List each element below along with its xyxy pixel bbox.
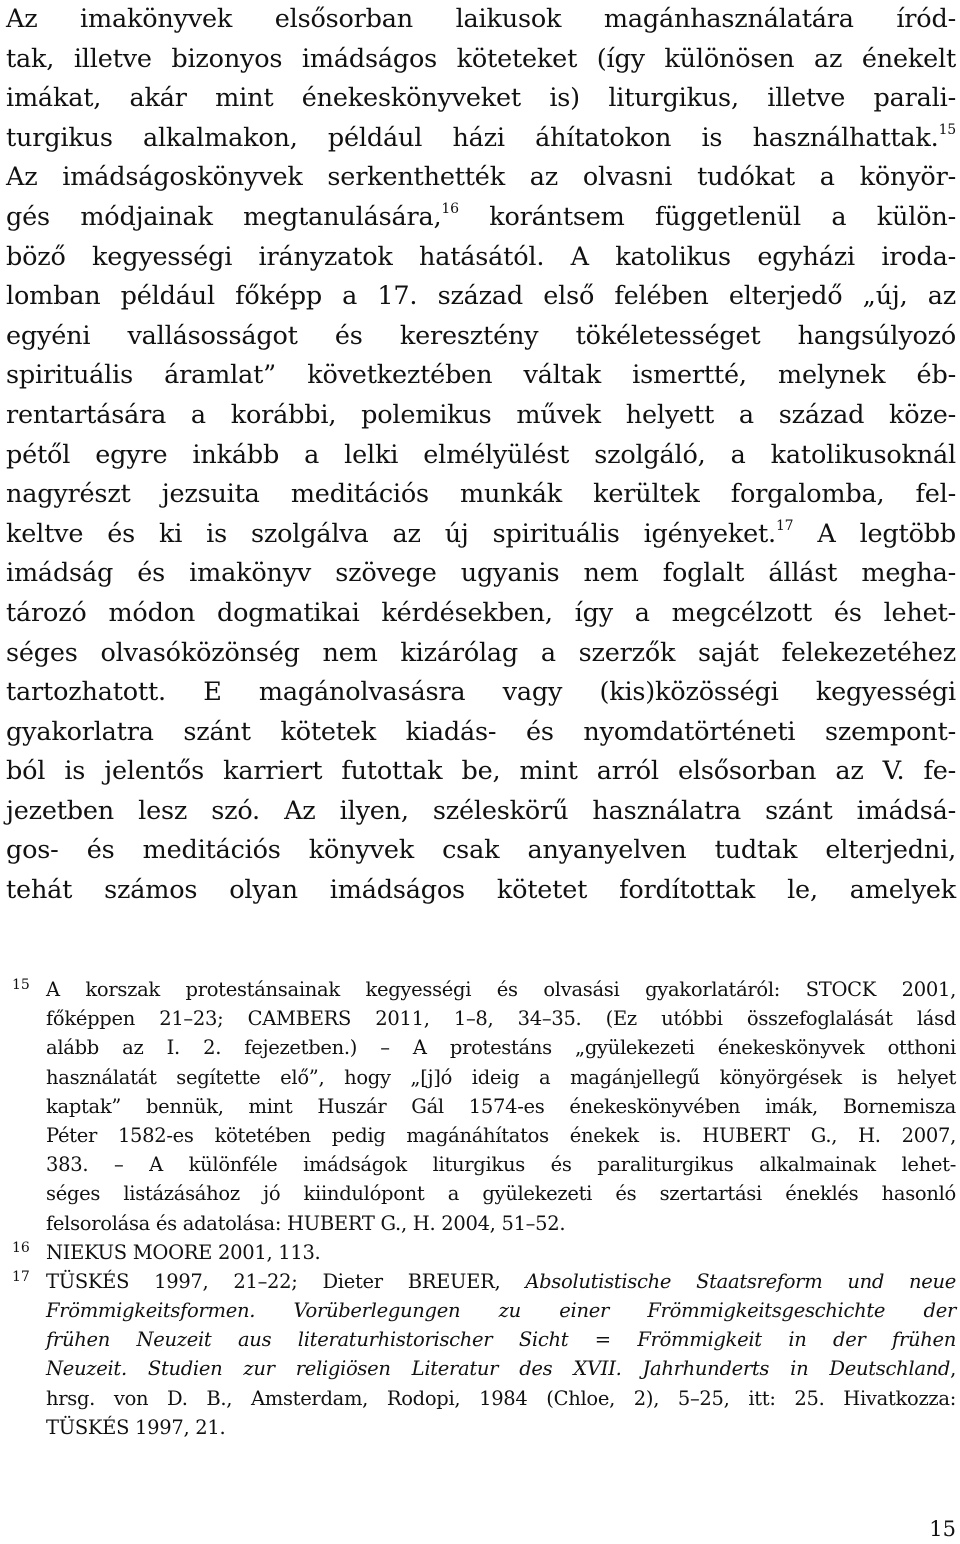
footnote-line: 383. – A különféle imádságok liturgikus és paraliturgikus alkalmainak lehet- [46, 1153, 956, 1177]
body-text-line [6, 119, 956, 159]
text-segment: korántsem függetlenül a külön- [458, 201, 956, 232]
text-segment: jezetben lesz szó. Az ilyen, széleskörű használatra szánt imádsá- [6, 795, 956, 826]
footnote-15 [6, 975, 956, 1238]
italic-title-segment: Frömmigkeitsformen. Vorüberlegungen zu einer Frömmigkeitsgeschichte der [46, 1299, 956, 1323]
italic-title-segment: Neuzeit. Studien zur religiösen Literatur des XVII. Jahrhunderts in Deutschland [46, 1357, 951, 1381]
text-segment: egyéni vallásosságot és keresztény tökéletességet hangsúlyozó [6, 320, 956, 351]
main-text [6, 0, 956, 911]
text-segment: TÜSKÉS 1997, 21–22; Dieter BREUER, [46, 1269, 526, 1293]
body-text-line [6, 475, 956, 515]
footnote-line [46, 1267, 956, 1296]
italic-title-segment: frühen Neuzeit aus literaturhistorischer Sicht = Frömmigkeit in der frühen [46, 1328, 956, 1352]
text-segment: gos- és meditációs könyvek csak anyanyelven tudtak elterjedni, [6, 835, 956, 866]
body-text-line [6, 317, 956, 357]
footnote-line: használatát segítette elő”, hogy „[j]ó ideig a magánjellegű könyörgések is helyet [46, 1065, 956, 1089]
footnote-line: NIEKUS MOORE 2001, 113. [46, 1240, 321, 1264]
footnote-reference: 16 [441, 200, 459, 217]
body-text-line [6, 594, 956, 634]
text-segment: tehát számos olyan imádságos kötetet fordítottak le, amelyek [6, 875, 956, 906]
footnote-number: 15 [12, 977, 30, 993]
footnote-line: kaptak” bennük, mint Huszár Gál 1574-es énekeskönyvében imák, Bornemisza [46, 1094, 956, 1118]
body-text-line [6, 554, 956, 594]
body-text-line [6, 198, 956, 238]
text-segment: lomban például főképp a 17. század első felében elterjedő „új, az [6, 281, 956, 312]
text-segment: keltve és ki is szolgálva az új spirituális igényeket. [6, 518, 776, 549]
text-segment: nagyrészt jezsuita meditációs munkák kerültek forgalomba, fel- [6, 479, 956, 510]
footnote-line [46, 1325, 956, 1354]
body-text-line [6, 238, 956, 278]
body-text-line [6, 871, 956, 911]
body-text-line [6, 673, 956, 713]
footnote-line: A korszak protestánsainak kegyességi és olvasási gyakorlatáról: STOCK 2001, [46, 978, 956, 1001]
body-text-line [6, 356, 956, 396]
text-segment: böző kegyességi irányzatok hatásától. A katolikus egyházi iroda- [6, 241, 956, 272]
body-text-line [6, 713, 956, 753]
text-segment: Az imakönyvek elsősorban laikusok magánhasználatára íród- [6, 4, 956, 34]
footnote-reference: 15 [938, 121, 956, 138]
body-text-line [6, 0, 956, 40]
footnote-line: felsorolása és adatolása: HUBERT G., H. 2004, 51–52. [46, 1211, 566, 1235]
text-segment: spirituális áramlat” következtében váltak ismertté, melynek éb- [6, 360, 956, 391]
footnote-reference: 17 [775, 517, 794, 534]
text-segment: gyakorlatra szánt kötetek kiadás- és nyomdatörténeti szempont- [6, 716, 956, 747]
text-segment: séges olvasóközönség nem kizárólag a szerzők saját felekezetéhez [6, 637, 956, 668]
text-segment: , [950, 1357, 956, 1381]
body-text-line [6, 396, 956, 436]
body-text-line [6, 831, 956, 871]
footnote-16 [6, 1238, 956, 1267]
text-segment: imákat, akár mint énekeskönyveket is) liturgikus, illetve parali- [6, 83, 956, 114]
body-text-line [6, 634, 956, 674]
italic-title-segment: Absolutistische Staatsreform und neue [525, 1269, 956, 1293]
footnote-line: séges listázásához jó kiindulópont a gyülekezeti és szertartási éneklés hasonló [46, 1182, 956, 1206]
text-segment: A legtöbb [793, 518, 956, 549]
text-segment: tartozhatott. E magánolvasásra vagy (kis)közösségi kegyességi [6, 677, 956, 708]
text-segment: ból is jelentős karriert futottak be, mint arról elsősorban az V. fe- [6, 756, 956, 787]
footnote-number: 17 [12, 1268, 30, 1285]
text-segment: rentartására a korábbi, polemikus művek helyett a század köze- [6, 399, 956, 430]
text-segment: gés módjainak megtanulására, [6, 201, 442, 232]
footnote-line: főképpen 21–23; CAMBERS 2011, 1–8, 34–35. (Ez utóbbi összefoglalását lásd [46, 1007, 956, 1031]
text-segment: pétől egyre inkább a lelki elmélyülést szolgáló, a katolikusoknál [6, 439, 956, 470]
footnote-line: alább az I. 2. fejezetben.) – A protestáns „gyülekezeti énekeskönyvek otthoni [46, 1036, 956, 1060]
footnote-line [46, 1354, 956, 1383]
body-text-line [6, 79, 956, 119]
body-text-line [6, 792, 956, 832]
body-text-line [6, 158, 956, 198]
text-segment: imádság és imakönyv szövege ugyanis nem foglalt állást megha- [6, 558, 956, 589]
footnote-17 [6, 1267, 956, 1442]
body-text-line [6, 40, 956, 80]
footnote-number: 16 [12, 1239, 30, 1256]
body-text-line [6, 515, 956, 555]
footnote-line: hrsg. von D. B., Amsterdam, Rodopi, 1984 (Chloe, 2), 5–25, itt: 25. Hivatkozza: [46, 1386, 956, 1410]
footnote-line: TÜSKÉS 1997, 21. [46, 1415, 226, 1439]
page-number: 15 [929, 1517, 956, 1541]
text-segment: turgikus alkalmakon, például házi áhítatokon is használhattak. [6, 122, 939, 153]
text-segment: tak, illetve bizonyos imádságos köteteket (így különösen az énekelt [6, 43, 956, 74]
body-text-line [6, 277, 956, 317]
text-segment: tározó módon dogmatikai kérdésekben, így a megcélzott és lehet- [6, 597, 956, 628]
body-text-line [6, 436, 956, 476]
footnote-line: Péter 1582-es kötetében pedig magánáhítatos énekek is. HUBERT G., H. 2007, [46, 1123, 956, 1147]
footnote-line [46, 1296, 956, 1325]
body-text-line [6, 752, 956, 792]
footnotes-section [6, 975, 956, 1442]
text-segment: Az imádságoskönyvek serkenthették az olvasni tudókat a könyör- [6, 162, 956, 193]
